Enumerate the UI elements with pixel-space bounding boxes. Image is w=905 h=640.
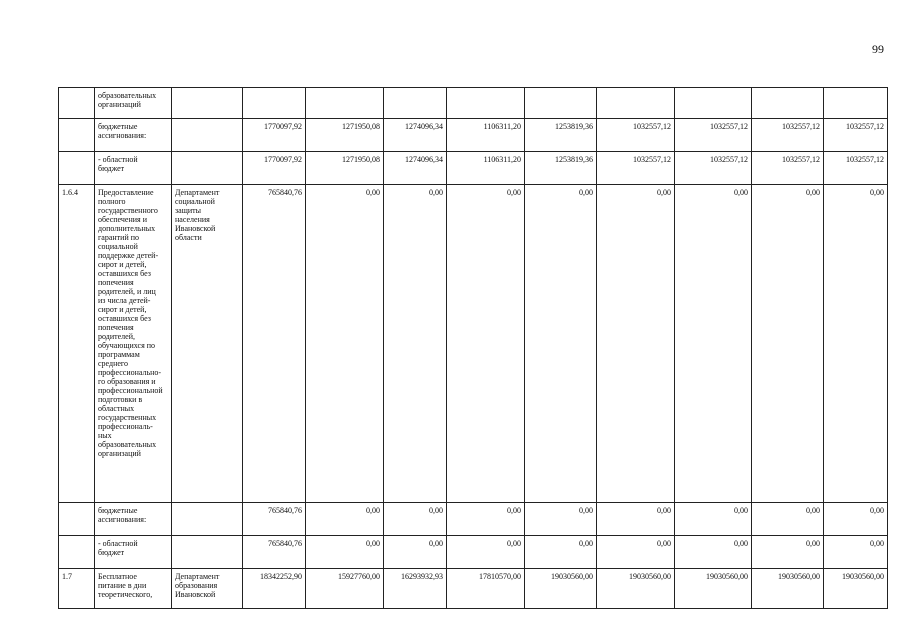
row-executor xyxy=(172,119,243,152)
value-cell xyxy=(824,88,888,119)
row-executor xyxy=(172,152,243,185)
value-cell: 0,00 xyxy=(597,536,675,569)
table-row xyxy=(59,88,888,119)
value-cell: 0,00 xyxy=(384,185,447,503)
table-row xyxy=(59,119,888,152)
value-cell: 765840,76 xyxy=(243,185,306,503)
table-row xyxy=(59,185,888,503)
row-name: Бесплатное питание в дни теоретического, xyxy=(95,569,172,609)
value-cell: 1770097,92 xyxy=(243,119,306,152)
value-cell: 0,00 xyxy=(824,185,888,503)
value-cell: 18342252,90 xyxy=(243,569,306,609)
value-cell: 0,00 xyxy=(306,185,384,503)
value-cell: 1032557,12 xyxy=(597,152,675,185)
value-cell: 1274096,34 xyxy=(384,152,447,185)
value-cell: 1032557,12 xyxy=(824,119,888,152)
value-cell: 1032557,12 xyxy=(824,152,888,185)
row-name: Предоставление полного государственного обеспечения и дополнительных гарантий по социальной поддержке детей- сирот и детей, оставшихся без попечения родителей, и лиц из числа детей- сирот и детей, оставшихся без попечения родителей, обучающихся по программам среднего профессионально- го образования и профессиональной подготовки в областных государственных профессиональ- ных образовательных организаций xyxy=(95,185,172,503)
row-executor: Департамент социальной защиты населения Ивановской области xyxy=(172,185,243,503)
value-cell: 765840,76 xyxy=(243,536,306,569)
value-cell: 16293932,93 xyxy=(384,569,447,609)
row-executor xyxy=(172,536,243,569)
value-cell: 19030560,00 xyxy=(525,569,597,609)
value-cell: 0,00 xyxy=(306,536,384,569)
row-code xyxy=(59,503,95,536)
value-cell: 0,00 xyxy=(306,503,384,536)
row-name: - областной бюджет xyxy=(95,152,172,185)
value-cell: 1032557,12 xyxy=(752,152,824,185)
row-code xyxy=(59,152,95,185)
row-executor xyxy=(172,88,243,119)
value-cell: 0,00 xyxy=(525,536,597,569)
table-row xyxy=(59,569,888,609)
budget-table xyxy=(58,87,888,609)
value-cell: 1032557,12 xyxy=(752,119,824,152)
value-cell: 17810570,00 xyxy=(447,569,525,609)
value-cell: 0,00 xyxy=(752,185,824,503)
row-code xyxy=(59,88,95,119)
value-cell xyxy=(243,88,306,119)
value-cell: 0,00 xyxy=(384,536,447,569)
value-cell: 1271950,08 xyxy=(306,152,384,185)
row-executor xyxy=(172,503,243,536)
row-executor: Департамент образования Ивановской xyxy=(172,569,243,609)
value-cell: 0,00 xyxy=(447,503,525,536)
row-code xyxy=(59,119,95,152)
value-cell: 0,00 xyxy=(525,185,597,503)
value-cell: 0,00 xyxy=(752,503,824,536)
table-row xyxy=(59,152,888,185)
value-cell: 19030560,00 xyxy=(824,569,888,609)
value-cell: 1032557,12 xyxy=(675,119,752,152)
value-cell: 0,00 xyxy=(447,536,525,569)
row-code: 1.7 xyxy=(59,569,95,609)
value-cell xyxy=(384,88,447,119)
value-cell: 1253819,36 xyxy=(525,119,597,152)
value-cell: 1032557,12 xyxy=(597,119,675,152)
value-cell: 1032557,12 xyxy=(675,152,752,185)
value-cell xyxy=(525,88,597,119)
value-cell xyxy=(675,88,752,119)
value-cell: 19030560,00 xyxy=(597,569,675,609)
row-code xyxy=(59,536,95,569)
value-cell: 1106311,20 xyxy=(447,152,525,185)
row-name: бюджетные ассигнования: xyxy=(95,503,172,536)
value-cell: 0,00 xyxy=(675,503,752,536)
row-code: 1.6.4 xyxy=(59,185,95,503)
value-cell: 0,00 xyxy=(597,503,675,536)
value-cell: 0,00 xyxy=(675,536,752,569)
value-cell: 0,00 xyxy=(752,536,824,569)
value-cell: 0,00 xyxy=(384,503,447,536)
value-cell: 0,00 xyxy=(447,185,525,503)
value-cell xyxy=(752,88,824,119)
value-cell xyxy=(306,88,384,119)
value-cell xyxy=(597,88,675,119)
value-cell: 1253819,36 xyxy=(525,152,597,185)
value-cell: 1274096,34 xyxy=(384,119,447,152)
value-cell: 19030560,00 xyxy=(752,569,824,609)
table-row xyxy=(59,536,888,569)
value-cell: 1106311,20 xyxy=(447,119,525,152)
page-number: 99 xyxy=(872,42,884,56)
value-cell: 1271950,08 xyxy=(306,119,384,152)
value-cell: 0,00 xyxy=(525,503,597,536)
value-cell xyxy=(447,88,525,119)
row-name: - областной бюджет xyxy=(95,536,172,569)
value-cell: 19030560,00 xyxy=(675,569,752,609)
value-cell: 0,00 xyxy=(824,503,888,536)
value-cell: 0,00 xyxy=(824,536,888,569)
row-name: бюджетные ассигнования: xyxy=(95,119,172,152)
value-cell: 15927760,00 xyxy=(306,569,384,609)
value-cell: 0,00 xyxy=(675,185,752,503)
table-row xyxy=(59,503,888,536)
value-cell: 765840,76 xyxy=(243,503,306,536)
value-cell: 1770097,92 xyxy=(243,152,306,185)
value-cell: 0,00 xyxy=(597,185,675,503)
row-name: образовательных организаций xyxy=(95,88,172,119)
